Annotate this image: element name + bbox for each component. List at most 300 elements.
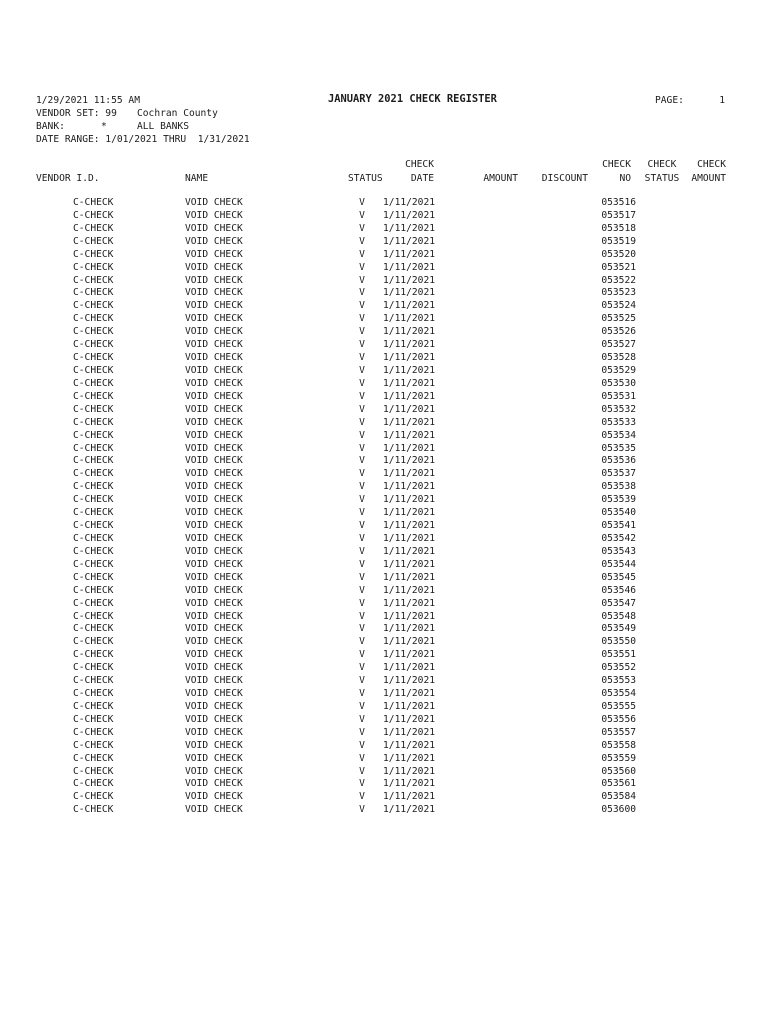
name-cell: VOID CHECK	[185, 507, 243, 519]
vendor-id-cell: C-CHECK	[73, 455, 114, 467]
check-date-cell: 1/11/2021	[383, 688, 435, 700]
check-date-cell: 1/11/2021	[383, 778, 435, 790]
table-row	[0, 197, 770, 210]
name-cell: VOID CHECK	[185, 261, 243, 273]
status-cell: V	[359, 726, 365, 738]
table-row	[0, 326, 770, 339]
table-row	[0, 778, 770, 791]
status-cell: V	[359, 481, 365, 493]
check-no-cell: 053536	[601, 455, 636, 467]
check-date-cell: 1/11/2021	[383, 390, 435, 402]
status-cell: V	[359, 429, 365, 441]
status-cell: V	[359, 390, 365, 402]
vendor-id-cell: C-CHECK	[73, 261, 114, 273]
check-date-cell: 1/11/2021	[383, 507, 435, 519]
check-date-cell: 1/11/2021	[383, 610, 435, 622]
col-check-no-top: CHECK	[602, 159, 631, 170]
name-cell: VOID CHECK	[185, 662, 243, 674]
vendor-id-cell: C-CHECK	[73, 403, 114, 415]
name-cell: VOID CHECK	[185, 700, 243, 712]
vendor-id-cell: C-CHECK	[73, 804, 114, 816]
name-cell: VOID CHECK	[185, 688, 243, 700]
status-cell: V	[359, 300, 365, 312]
vendor-id-cell: C-CHECK	[73, 636, 114, 648]
name-cell: VOID CHECK	[185, 287, 243, 299]
name-cell: VOID CHECK	[185, 597, 243, 609]
table-row	[0, 559, 770, 572]
check-date-cell: 1/11/2021	[383, 713, 435, 725]
check-no-cell: 053517	[601, 209, 636, 221]
status-cell: V	[359, 739, 365, 751]
vendor-id-cell: C-CHECK	[73, 248, 114, 260]
status-cell: V	[359, 623, 365, 635]
check-date-cell: 1/11/2021	[383, 481, 435, 493]
check-no-cell: 053553	[601, 675, 636, 687]
name-cell: VOID CHECK	[185, 429, 243, 441]
check-no-cell: 053527	[601, 339, 636, 351]
status-cell: V	[359, 287, 365, 299]
name-cell: VOID CHECK	[185, 468, 243, 480]
check-date-cell: 1/11/2021	[383, 377, 435, 389]
status-cell: V	[359, 235, 365, 247]
status-cell: V	[359, 261, 365, 273]
status-cell: V	[359, 700, 365, 712]
table-row	[0, 611, 770, 624]
table-row	[0, 507, 770, 520]
bank-name: ALL BANKS	[137, 121, 189, 132]
col-discount: DISCOUNT	[541, 173, 588, 184]
table-row	[0, 585, 770, 598]
check-date-cell: 1/11/2021	[383, 287, 435, 299]
status-cell: V	[359, 326, 365, 338]
vendor-id-cell: C-CHECK	[73, 377, 114, 389]
table-row	[0, 714, 770, 727]
check-no-cell: 053547	[601, 597, 636, 609]
vendor-set-name: Cochran County	[137, 108, 218, 119]
check-date-cell: 1/11/2021	[383, 222, 435, 234]
vendor-id-cell: C-CHECK	[73, 429, 114, 441]
table-row	[0, 236, 770, 249]
name-cell: VOID CHECK	[185, 377, 243, 389]
name-cell: VOID CHECK	[185, 274, 243, 286]
check-no-cell: 053555	[601, 700, 636, 712]
check-date-cell: 1/11/2021	[383, 235, 435, 247]
check-date-cell: 1/11/2021	[383, 197, 435, 208]
name-cell: VOID CHECK	[185, 610, 243, 622]
table-row	[0, 365, 770, 378]
bank-value: *	[101, 121, 107, 132]
vendor-id-cell: C-CHECK	[73, 274, 114, 286]
table-row	[0, 378, 770, 391]
vendor-id-cell: C-CHECK	[73, 649, 114, 661]
bank-label: BANK:	[36, 121, 65, 132]
check-no-cell: 053532	[601, 403, 636, 415]
table-row	[0, 430, 770, 443]
table-row	[0, 791, 770, 804]
status-cell: V	[359, 209, 365, 221]
col-check-no-bottom: NO	[619, 173, 631, 184]
vendor-id-cell: C-CHECK	[73, 339, 114, 351]
check-date-cell: 1/11/2021	[383, 313, 435, 325]
name-cell: VOID CHECK	[185, 675, 243, 687]
page-label: PAGE:	[655, 95, 684, 106]
check-no-cell: 053523	[601, 287, 636, 299]
vendor-id-cell: C-CHECK	[73, 481, 114, 493]
col-status: STATUS	[348, 173, 383, 184]
check-date-cell: 1/11/2021	[383, 352, 435, 364]
date-range: DATE RANGE: 1/01/2021 THRU 1/31/2021	[36, 134, 250, 145]
name-cell: VOID CHECK	[185, 558, 243, 570]
check-date-cell: 1/11/2021	[383, 558, 435, 570]
check-date-cell: 1/11/2021	[383, 545, 435, 557]
name-cell: VOID CHECK	[185, 339, 243, 351]
table-row	[0, 662, 770, 675]
table-row	[0, 249, 770, 262]
vendor-id-cell: C-CHECK	[73, 571, 114, 583]
name-cell: VOID CHECK	[185, 364, 243, 376]
status-cell: V	[359, 791, 365, 803]
name-cell: VOID CHECK	[185, 235, 243, 247]
vendor-id-cell: C-CHECK	[73, 610, 114, 622]
vendor-id-cell: C-CHECK	[73, 532, 114, 544]
table-row	[0, 223, 770, 236]
table-row	[0, 210, 770, 223]
table-row	[0, 391, 770, 404]
name-cell: VOID CHECK	[185, 752, 243, 764]
table-row	[0, 494, 770, 507]
name-cell: VOID CHECK	[185, 623, 243, 635]
check-date-cell: 1/11/2021	[383, 700, 435, 712]
name-cell: VOID CHECK	[185, 765, 243, 777]
vendor-id-cell: C-CHECK	[73, 235, 114, 247]
col-check-date-bottom: DATE	[410, 173, 434, 184]
vendor-id-cell: C-CHECK	[73, 713, 114, 725]
name-cell: VOID CHECK	[185, 713, 243, 725]
table-row	[0, 598, 770, 611]
check-no-cell: 053549	[601, 623, 636, 635]
name-cell: VOID CHECK	[185, 532, 243, 544]
vendor-id-cell: C-CHECK	[73, 313, 114, 325]
status-cell: V	[359, 352, 365, 364]
check-date-cell: 1/11/2021	[383, 752, 435, 764]
status-cell: V	[359, 520, 365, 532]
name-cell: VOID CHECK	[185, 520, 243, 532]
check-date-cell: 1/11/2021	[383, 468, 435, 480]
vendor-id-cell: C-CHECK	[73, 209, 114, 221]
name-cell: VOID CHECK	[185, 791, 243, 803]
table-row	[0, 481, 770, 494]
check-no-cell: 053522	[601, 274, 636, 286]
status-cell: V	[359, 377, 365, 389]
name-cell: VOID CHECK	[185, 390, 243, 402]
table-row	[0, 572, 770, 585]
status-cell: V	[359, 248, 365, 260]
run-datetime: 1/29/2021 11:55 AM	[36, 95, 140, 106]
status-cell: V	[359, 364, 365, 376]
status-cell: V	[359, 532, 365, 544]
check-no-cell: 053516	[601, 197, 636, 208]
vendor-id-cell: C-CHECK	[73, 726, 114, 738]
vendor-id-cell: C-CHECK	[73, 287, 114, 299]
vendor-id-cell: C-CHECK	[73, 791, 114, 803]
status-cell: V	[359, 313, 365, 325]
name-cell: VOID CHECK	[185, 326, 243, 338]
check-no-cell: 053541	[601, 520, 636, 532]
table-row	[0, 688, 770, 701]
vendor-id-cell: C-CHECK	[73, 623, 114, 635]
table-row	[0, 339, 770, 352]
name-cell: VOID CHECK	[185, 636, 243, 648]
col-amount: AMOUNT	[483, 173, 518, 184]
check-no-cell: 053550	[601, 636, 636, 648]
table-row	[0, 417, 770, 430]
status-cell: V	[359, 339, 365, 351]
check-date-cell: 1/11/2021	[383, 765, 435, 777]
table-row	[0, 300, 770, 313]
check-no-cell: 053584	[601, 791, 636, 803]
vendor-id-cell: C-CHECK	[73, 300, 114, 312]
check-date-cell: 1/11/2021	[383, 532, 435, 544]
status-cell: V	[359, 713, 365, 725]
check-date-cell: 1/11/2021	[383, 494, 435, 506]
table-row	[0, 766, 770, 779]
check-date-cell: 1/11/2021	[383, 791, 435, 803]
vendor-id-cell: C-CHECK	[73, 675, 114, 687]
name-cell: VOID CHECK	[185, 197, 243, 208]
col-vendor-id: VENDOR I.D.	[36, 173, 100, 184]
vendor-id-cell: C-CHECK	[73, 494, 114, 506]
table-row	[0, 727, 770, 740]
vendor-id-cell: C-CHECK	[73, 688, 114, 700]
table-row	[0, 623, 770, 636]
status-cell: V	[359, 688, 365, 700]
check-no-cell: 053521	[601, 261, 636, 273]
status-cell: V	[359, 571, 365, 583]
table-row	[0, 404, 770, 417]
check-date-cell: 1/11/2021	[383, 662, 435, 674]
status-cell: V	[359, 765, 365, 777]
name-cell: VOID CHECK	[185, 313, 243, 325]
table-row	[0, 287, 770, 300]
col-name: NAME	[185, 173, 209, 184]
status-cell: V	[359, 804, 365, 816]
check-no-cell: 053548	[601, 610, 636, 622]
check-date-cell: 1/11/2021	[383, 520, 435, 532]
table-row	[0, 546, 770, 559]
check-date-cell: 1/11/2021	[383, 429, 435, 441]
name-cell: VOID CHECK	[185, 739, 243, 751]
check-no-cell: 053525	[601, 313, 636, 325]
check-date-cell: 1/11/2021	[383, 442, 435, 454]
table-row	[0, 636, 770, 649]
check-date-cell: 1/11/2021	[383, 804, 435, 816]
name-cell: VOID CHECK	[185, 442, 243, 454]
check-no-cell: 053537	[601, 468, 636, 480]
check-no-cell: 053529	[601, 364, 636, 376]
table-row	[0, 740, 770, 753]
table-row	[0, 455, 770, 468]
status-cell: V	[359, 468, 365, 480]
status-cell: V	[359, 675, 365, 687]
check-date-cell: 1/11/2021	[383, 455, 435, 467]
vendor-id-cell: C-CHECK	[73, 222, 114, 234]
table-row	[0, 352, 770, 365]
vendor-id-cell: C-CHECK	[73, 752, 114, 764]
status-cell: V	[359, 636, 365, 648]
status-cell: V	[359, 778, 365, 790]
check-no-cell: 053538	[601, 481, 636, 493]
vendor-id-cell: C-CHECK	[73, 416, 114, 428]
status-cell: V	[359, 649, 365, 661]
name-cell: VOID CHECK	[185, 726, 243, 738]
vendor-id-cell: C-CHECK	[73, 364, 114, 376]
status-cell: V	[359, 197, 365, 208]
page-number: 1	[719, 95, 725, 106]
name-cell: VOID CHECK	[185, 494, 243, 506]
table-row	[0, 520, 770, 533]
check-no-cell: 053519	[601, 235, 636, 247]
vendor-id-cell: C-CHECK	[73, 442, 114, 454]
vendor-id-cell: C-CHECK	[73, 558, 114, 570]
vendor-id-cell: C-CHECK	[73, 662, 114, 674]
check-no-cell: 053544	[601, 558, 636, 570]
vendor-id-cell: C-CHECK	[73, 545, 114, 557]
name-cell: VOID CHECK	[185, 248, 243, 260]
name-cell: VOID CHECK	[185, 545, 243, 557]
name-cell: VOID CHECK	[185, 584, 243, 596]
status-cell: V	[359, 403, 365, 415]
table-row	[0, 753, 770, 766]
register-rows	[0, 197, 770, 817]
vendor-id-cell: C-CHECK	[73, 700, 114, 712]
check-date-cell: 1/11/2021	[383, 584, 435, 596]
check-no-cell: 053558	[601, 739, 636, 751]
report-title: JANUARY 2021 CHECK REGISTER	[328, 93, 497, 105]
check-no-cell: 053520	[601, 248, 636, 260]
check-no-cell: 053551	[601, 649, 636, 661]
name-cell: VOID CHECK	[185, 455, 243, 467]
check-no-cell: 053556	[601, 713, 636, 725]
vendor-id-cell: C-CHECK	[73, 584, 114, 596]
table-row	[0, 275, 770, 288]
name-cell: VOID CHECK	[185, 481, 243, 493]
table-row	[0, 675, 770, 688]
table-row	[0, 804, 770, 817]
col-check-status-bottom: STATUS	[644, 173, 680, 184]
check-date-cell: 1/11/2021	[383, 636, 435, 648]
name-cell: VOID CHECK	[185, 804, 243, 816]
check-date-cell: 1/11/2021	[383, 739, 435, 751]
table-row	[0, 443, 770, 456]
vendor-id-cell: C-CHECK	[73, 597, 114, 609]
vendor-id-cell: C-CHECK	[73, 778, 114, 790]
table-row	[0, 262, 770, 275]
check-no-cell: 053533	[601, 416, 636, 428]
name-cell: VOID CHECK	[185, 778, 243, 790]
check-no-cell: 053543	[601, 545, 636, 557]
check-no-cell: 053528	[601, 352, 636, 364]
status-cell: V	[359, 584, 365, 596]
status-cell: V	[359, 222, 365, 234]
status-cell: V	[359, 416, 365, 428]
name-cell: VOID CHECK	[185, 416, 243, 428]
status-cell: V	[359, 442, 365, 454]
status-cell: V	[359, 610, 365, 622]
check-no-cell: 053518	[601, 222, 636, 234]
name-cell: VOID CHECK	[185, 403, 243, 415]
vendor-id-cell: C-CHECK	[73, 520, 114, 532]
vendor-id-cell: C-CHECK	[73, 507, 114, 519]
check-date-cell: 1/11/2021	[383, 597, 435, 609]
check-no-cell: 053531	[601, 390, 636, 402]
check-date-cell: 1/11/2021	[383, 209, 435, 221]
col-check-amount-bottom: AMOUNT	[691, 173, 726, 184]
check-no-cell: 053530	[601, 377, 636, 389]
check-no-cell: 053535	[601, 442, 636, 454]
check-no-cell: 053546	[601, 584, 636, 596]
check-date-cell: 1/11/2021	[383, 623, 435, 635]
check-date-cell: 1/11/2021	[383, 675, 435, 687]
check-date-cell: 1/11/2021	[383, 300, 435, 312]
name-cell: VOID CHECK	[185, 209, 243, 221]
table-row	[0, 701, 770, 714]
check-no-cell: 053559	[601, 752, 636, 764]
status-cell: V	[359, 597, 365, 609]
table-row	[0, 313, 770, 326]
status-cell: V	[359, 752, 365, 764]
name-cell: VOID CHECK	[185, 352, 243, 364]
name-cell: VOID CHECK	[185, 571, 243, 583]
vendor-id-cell: C-CHECK	[73, 352, 114, 364]
check-date-cell: 1/11/2021	[383, 416, 435, 428]
vendor-id-cell: C-CHECK	[73, 765, 114, 777]
check-date-cell: 1/11/2021	[383, 248, 435, 260]
check-no-cell: 053545	[601, 571, 636, 583]
vendor-id-cell: C-CHECK	[73, 197, 114, 208]
check-date-cell: 1/11/2021	[383, 571, 435, 583]
vendor-set-label: VENDOR SET: 99	[36, 108, 117, 119]
status-cell: V	[359, 494, 365, 506]
name-cell: VOID CHECK	[185, 649, 243, 661]
table-row	[0, 468, 770, 481]
status-cell: V	[359, 455, 365, 467]
col-check-status-top: CHECK	[647, 159, 677, 170]
check-no-cell: 053557	[601, 726, 636, 738]
check-no-cell: 053600	[601, 804, 636, 816]
status-cell: V	[359, 558, 365, 570]
vendor-id-cell: C-CHECK	[73, 739, 114, 751]
col-check-date-top: CHECK	[405, 159, 434, 170]
table-row	[0, 533, 770, 546]
check-no-cell: 053540	[601, 507, 636, 519]
check-no-cell: 053542	[601, 532, 636, 544]
check-no-cell: 053560	[601, 765, 636, 777]
check-date-cell: 1/11/2021	[383, 726, 435, 738]
check-date-cell: 1/11/2021	[383, 649, 435, 661]
check-no-cell: 053534	[601, 429, 636, 441]
check-date-cell: 1/11/2021	[383, 261, 435, 273]
table-row	[0, 649, 770, 662]
check-no-cell: 053524	[601, 300, 636, 312]
check-date-cell: 1/11/2021	[383, 274, 435, 286]
name-cell: VOID CHECK	[185, 222, 243, 234]
check-date-cell: 1/11/2021	[383, 339, 435, 351]
check-no-cell: 053561	[601, 778, 636, 790]
col-check-amount-top: CHECK	[697, 159, 726, 170]
check-date-cell: 1/11/2021	[383, 364, 435, 376]
status-cell: V	[359, 662, 365, 674]
check-no-cell: 053552	[601, 662, 636, 674]
